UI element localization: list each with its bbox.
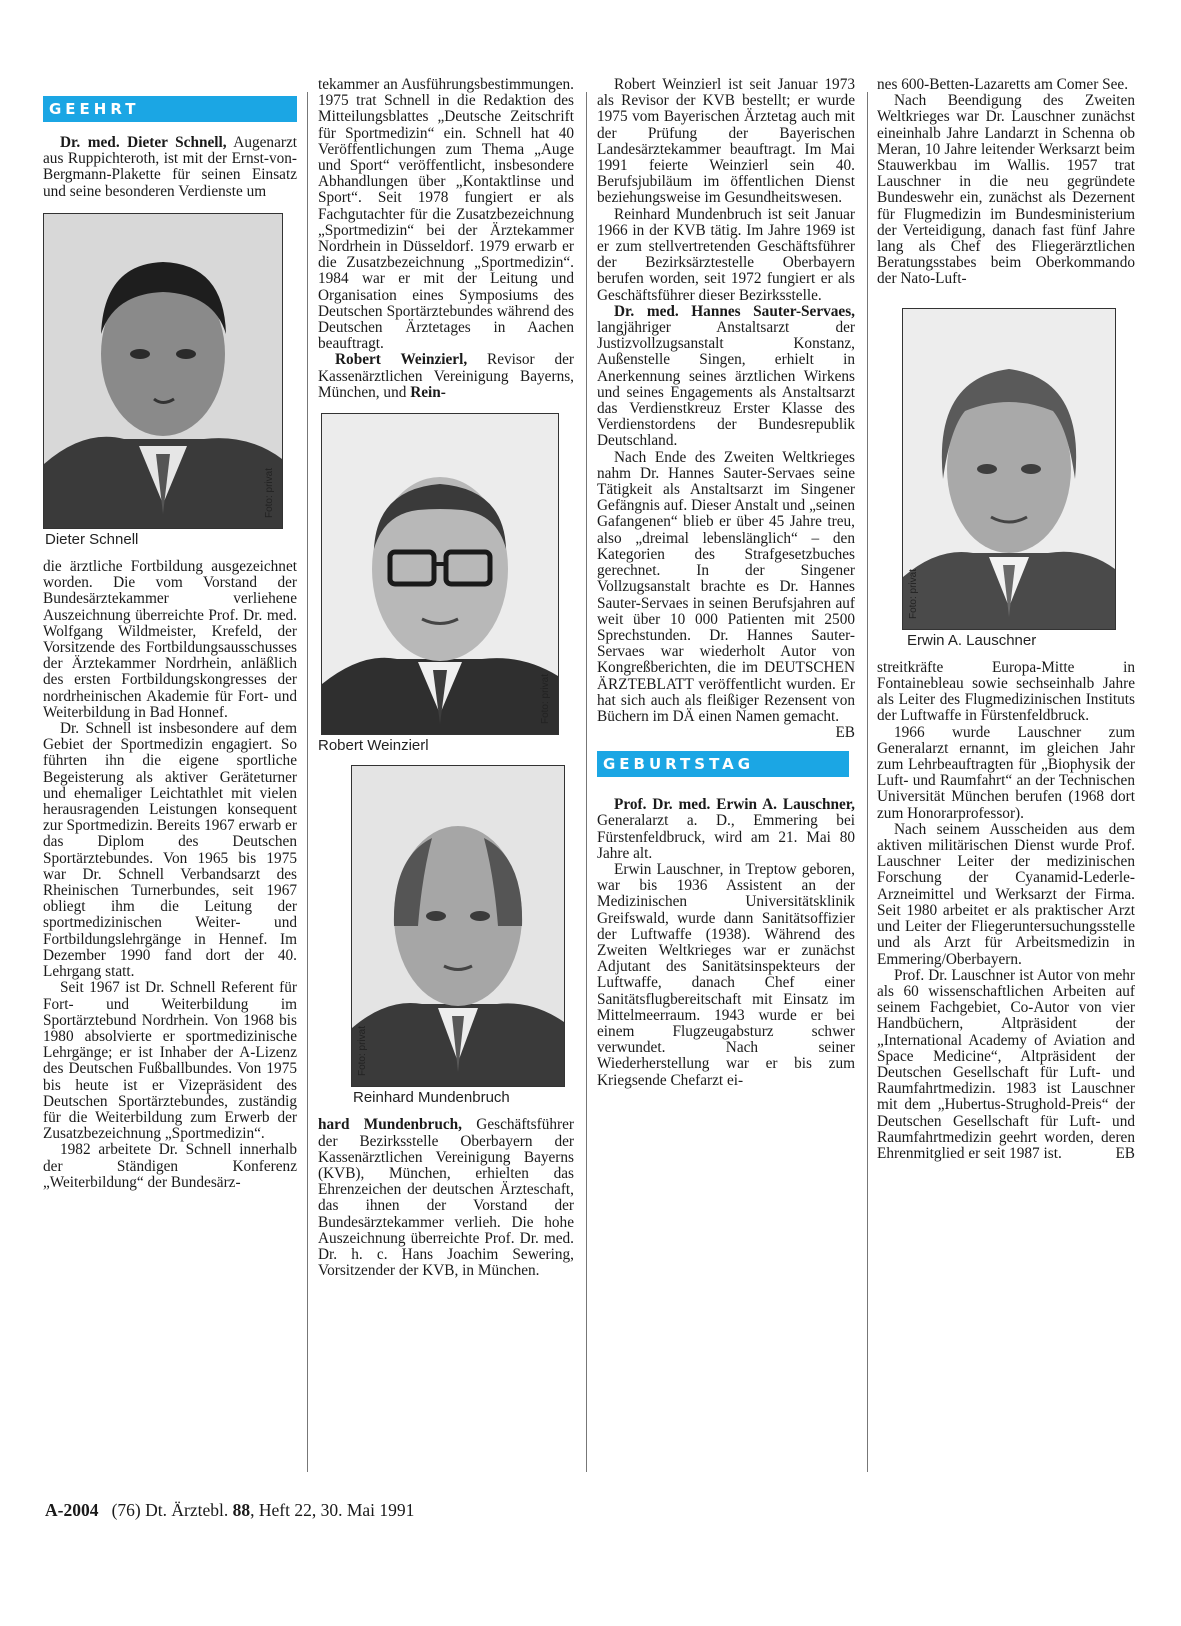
paragraph-text: langjähriger Anstaltsarzt der Justizvollzugsanstalt Konstanz, Außenstelle Singen, erhielt in Anerkennung seines ärztlichen Wirkens und seines Engagements als Anstaltsarzt das Verdienstkreuz Erster Klasse des Verdienstordens der Bundesrepublik Deutschland. [597, 319, 855, 450]
paragraph-text: Augenarzt aus Ruppichteroth, ist mit der Ernst-von-Bergmann-Plakette für seinen Einsatz und seine besonderen Verdienste um [43, 134, 297, 200]
person-name: Prof. Dr. med. Erwin A. Lauschner, [614, 796, 855, 814]
journal-ref: (76) Dt. Ärztebl. [111, 1500, 233, 1520]
paragraph [318, 1117, 574, 1279]
column-1 [43, 96, 297, 1191]
paragraph [597, 797, 855, 862]
paragraph-text: Revisor der Kassenärztlichen Vereinigung Bayerns, München, und [318, 351, 574, 401]
paragraph [318, 352, 574, 401]
paragraph: die ärztliche Fortbildung ausgezeichnet worden. Die vom Vorstand der Bundesärztekammer verliehene Auszeichnung überreichte Prof. Dr. med. Wolfgang Wildmeister, Krefeld, der Vorsitzende des Fortbildungsausschusses der Ärztekammer Nordrhein, anläßlich des ersten Fortbildungskongresses der nordrheinischen Akademie für Fort- und Weiterbildung in Bad Honnef. [43, 558, 297, 721]
person-name: hard Mundenbruch, [318, 1116, 462, 1134]
photo-reinhard-mundenbruch [351, 765, 565, 1087]
paragraph: Dr. Schnell ist insbesondere auf dem Gebiet der Sportmedizin engagiert. So führten ihn die eigene sportliche Begeisterung als aktiver Geräteturner und ehemaliger Leichtathlet mit vielen herausragenden Leistungen konsequent zur Sportmedizin. Bereits 1967 erwarb er das Diplom des Deutschen Sportärztebundes. Von 1965 bis 1975 war Dr. Schnell Verbandsarzt des Rheinischen Turnerbundes, seit 1967 obliegt ihm die Leitung der sportmedizinischen Weiter- und Fortbildungslehrgänge in Hennef. Im Dezember 1990 fand dort der 40. Lehrgang statt. [43, 720, 297, 981]
journal-issue: , Heft 22, 30. Mai 1991 [250, 1500, 415, 1520]
column-3 [597, 77, 855, 1089]
paragraph [43, 135, 297, 200]
person-name: Robert Weinzierl, [335, 351, 468, 369]
paragraph [597, 448, 855, 742]
paragraph-text: Generalarzt a. D., Emmering bei Fürstenfeldbruck, wird am 21. Mai 80 Jahre alt. [597, 812, 855, 862]
paragraph: 1982 arbeitete Dr. Schnell innerhalb der Ständigen Konferenz „Weiterbildung“ der Bundesärz- [43, 1141, 297, 1191]
photo-credit: Foto: privat [908, 568, 919, 619]
column-rule [307, 92, 308, 1472]
photo-caption: Robert Weinzierl [318, 737, 429, 755]
column-2 [318, 77, 574, 1280]
photo-dieter-schnell [43, 213, 283, 529]
paragraph: nes 600-Betten-Lazaretts am Comer See. [877, 76, 1129, 93]
page-footer [45, 1500, 414, 1521]
photo-credit: Foto: privat [357, 1026, 368, 1077]
paragraph: Erwin Lauschner, in Treptow geboren, war bis 1936 Assistent an der Medizinischen Universitätsklinik Greifswald, wurde dann Sanitätsoffizier der Luftwaffe (1938). Während des Zweiten Weltkrieges war er zunächst Adjutant des Sanitätsinspekteurs der Luftwaffe, danach Chef einer Sanitätsflugbereitschaft mit Einsatz im Mittelmeerraum. 1943 wurde er bei einem Flugzeugabsturz schwer verwundet. Nach seiner Wiederherstellung war er bis zum Kriegsende Chefarzt ei- [597, 860, 855, 1089]
paragraph [597, 304, 855, 450]
paragraph-text: Nach Ende des Zweiten Weltkrieges nahm Dr. Hannes Sauter-Servaes seine Tätigkeit als Anstaltsarzt im Singener Gefängnis auf. Dieser Anstalt und „seinen Gafangenen“ blieb er über 45 Jahre treu, also „dreimal lebenslänglich“ – den Kategorien des Strafgesetzbuches gerechnet. In der Singener Vollzugsanstalt brachte es Dr. Hannes Sauter-Servaes in seinen Berufsjahren auf weit über 10 000 Patienten mit 2500 Sprechstunden. Dr. Hannes Sauter-Servaes war wiederholt Autor von Kongreßberichten, die im DEUTSCHEN ÄRZTEBLATT veröffentlicht wurden. Er hat sich auch als fleißiger Rezensent von Büchern im DÄ einen Namen gemacht. [597, 448, 855, 725]
paragraph: streitkräfte Europa-Mitte in Fontainebleau sowie sechseinhalb Jahre als Leiter des Flugmedizinischen Instituts der Luftwaffe in Fürstenfeldbruck. [877, 658, 1135, 725]
photo-caption: Erwin A. Lauschner [907, 631, 1037, 649]
photo-caption: Reinhard Mundenbruch [353, 1089, 510, 1107]
section-banner-geburtstag: GEBURTSTAG [597, 751, 849, 777]
person-name: Dr. med. Dieter Schnell, [60, 134, 227, 151]
person-name: Rein- [410, 383, 446, 401]
photo-credit: Foto: privat [263, 467, 275, 518]
column-rule [867, 92, 868, 1472]
paragraph: 1966 wurde Lauschner zum Generalarzt ernannt, im gleichen Jahr zum Lehrbeauftragten für „Biophysik der Luft- und Raumfahrt“ an der Technischen Universität München berufen (1968 dort zum Honorarprofessor). [877, 723, 1135, 822]
page-code: A-2004 [45, 1500, 99, 1520]
photo-erwin-lauschner [902, 308, 1116, 630]
paragraph: Nach seinem Ausscheiden aus dem aktiven militärischen Dienst wurde Prof. Lauschner Leiter der medizinischen Forschung der Cyanamid-Lederle-Arzneimittel und Werksarzt der Firma. Seit 1980 arbeitet er als praktischer Arzt und Leiter der Fliegeruntersuchungsstelle und als Arzt für Arbeitsmedizin in Emmering/Oberbayern. [877, 820, 1135, 968]
paragraph: Seit 1967 ist Dr. Schnell Referent für Fort- und Weiterbildung im Sportärztebund Nordrhein. Von 1968 bis 1980 absolvierte er sportmedizinische Lehrgänge; er ist Inhaber der A-Lizenz des Deutschen Fußballbundes. Von 1975 bis heute ist er Vizepräsident des Deutschen Sportärztebundes, zuständig für die Weiterbildung zum Erwerb der Zusatzbezeichnung „Sportmedizin“. [43, 979, 297, 1143]
photo-robert-weinzierl [321, 413, 559, 735]
paragraph: tekammer an Ausführungsbestimmungen. 1975 trat Schnell in die Redaktion des Mitteilungsblattes „Deutsche Zeitschrift für Sportmedizin“ ein. Schnell hat 40 Veröffentlichungen zum Thema „Auge und Sport“ veröffentlicht, insbesondere Abhandlungen über „Kontaktlinse und Sport“. Seit 1978 fungiert er als Fachgutachter für die Zusatzbezeichnung „Sportmedizin“ bei der Ärztekammer Nordrhein in Düsseldorf. 1979 erwarb er die Zusatzbezeichnung „Sportmedizin“. 1984 war er mit der Leitung und Organisation eines Symposiums des Deutschen Sportärztebundes während des Deutschen Ärztetages in Aachen beauftragt. [318, 76, 574, 353]
author-sign: EB [1115, 1144, 1135, 1162]
column-rule [586, 92, 587, 1472]
section-banner-geehrt: GEEHRT [43, 96, 297, 122]
column-4 [877, 77, 1135, 1162]
person-name: Dr. med. Hannes Sauter-Servaes, [614, 302, 855, 320]
paragraph: Robert Weinzierl ist seit Januar 1973 als Revisor der KVB bestellt; er wurde 1975 vom Bayerischen Ärztetag auch mit der Prüfung der Bayerischen Landesärztekammer beauftragt. Im Mai 1991 feierte Weinzierl sein 40. Berufsjubiläum im öffentlichen Dienst beziehungsweise im Gesundheitswesen. [597, 76, 855, 207]
paragraph: Reinhard Mundenbruch ist seit Januar 1966 in der KVB tätig. Im Jahre 1969 ist er zum stellvertretenden Geschäftsführer der Bezirksärztestelle Oberbayern berufen worden, seit 1972 fungiert er als Geschäftsführer dieser Bezirksstelle. [597, 205, 855, 304]
paragraph [877, 968, 1135, 1162]
paragraph: Nach Beendigung des Zweiten Weltkrieges war Dr. Lauschner zunächst eineinhalb Jahre Landarzt in Schenna ob Meran, 10 Jahre leitender Werksarzt beim Stauwerkbau im Wallis. 1957 trat Lauschner in die neu gegründete Bundeswehr ein, zunächst als Dezernent für Flugmedizin im Bundesministerium der Verteidigung, danach fast fünf Jahre lang als Chef des Fliegerärztlichen Beratungsstabes beim Oberkommando der Nato-Luft- [877, 92, 1135, 288]
photo-caption: Dieter Schnell [45, 530, 139, 548]
author-sign: EB [835, 724, 855, 742]
journal-volume: 88 [232, 1500, 251, 1520]
paragraph-text: Geschäftsführer der Bezirksstelle Oberbayern der Kassenärztlichen Vereinigung Bayerns (KVB), München, erhielten das Ehrenzeichen der deutschen Ärzteschaft, das ihnen der Vorstand der Bundesärztekammer verlieh. Die hohe Auszeichnung überreichte Prof. Dr. med. Dr. h. c. Hans Joachim Sewering, Vorsitzender der KVB, in München. [318, 1116, 574, 1280]
photo-credit: Foto: privat [539, 674, 551, 725]
paragraph-text: Prof. Dr. Lauschner ist Autor von mehr als 60 wissenschaftlichen Arbeiten auf seinem Fachgebiet, Co-Autor von vier Handbüchern, Altpräsident der „International Academy of Aviation and Space Medicine“, Altpräsident der Deutschen Gesellschaft für Luft- und Raumfahrtmedizin. 1983 ist Lauschner mit dem „Hubertus-Strughold-Preis“ der Deutschen Gesellschaft für Luft- und Raumfahrtmedizin geehrt worden, deren Ehrenmitglied er seit 1987 ist. [877, 966, 1135, 1162]
